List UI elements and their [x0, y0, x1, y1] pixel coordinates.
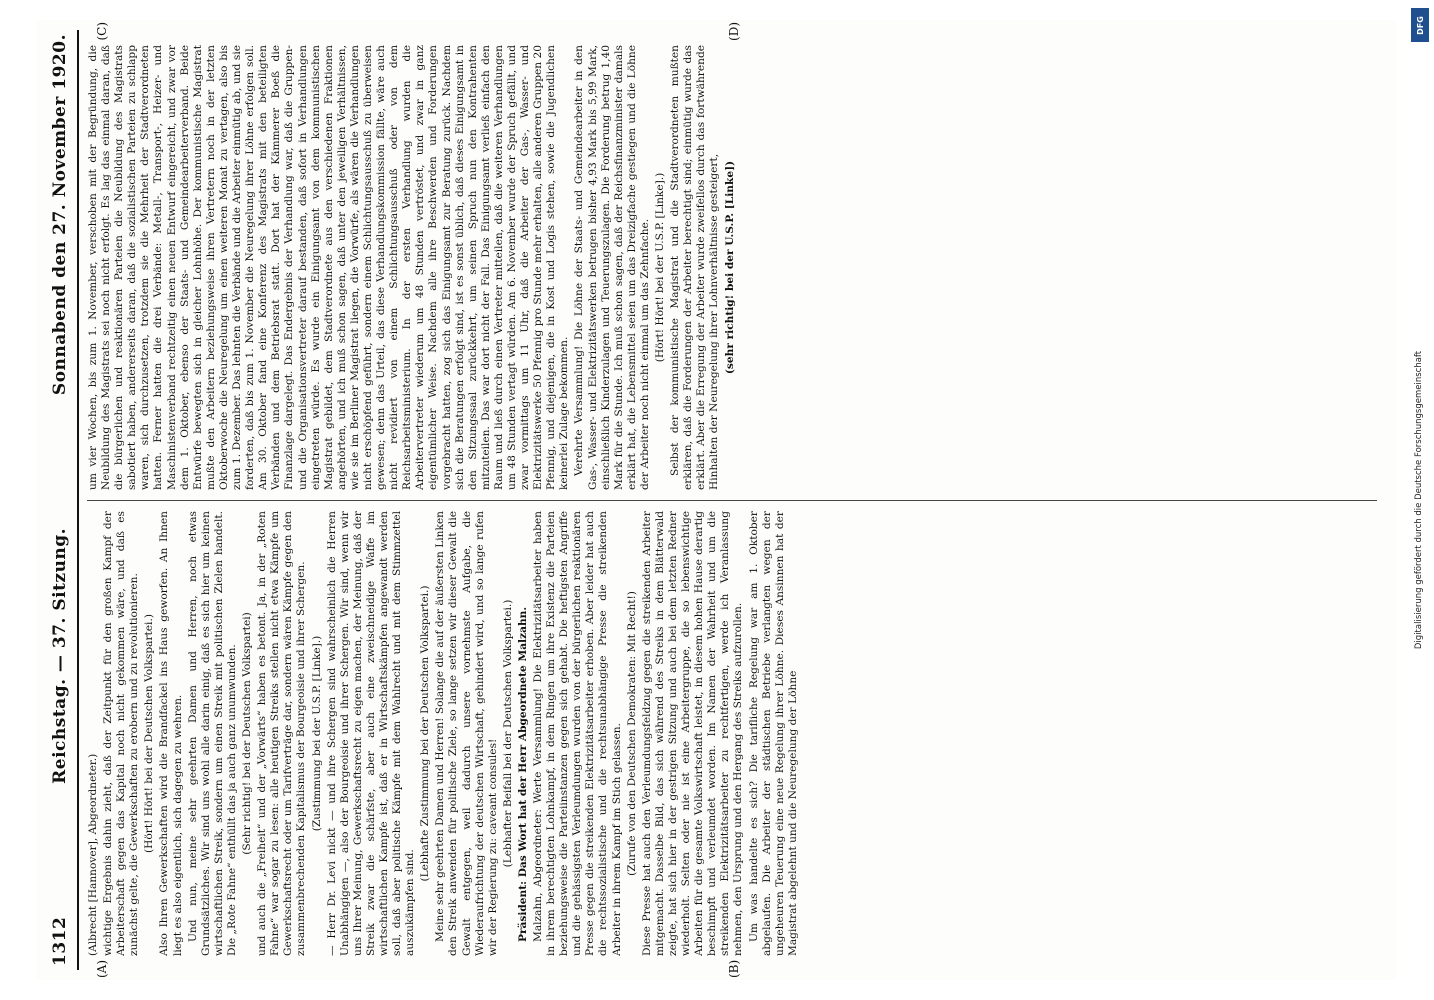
paragraph: und auch die „Freiheit“ und der „Vorwärts“ haben es betont. Ja, in der „Roten Fahne“ war sogar zu lesen: alle heutigen Streiks stellen nicht etwa Kämpfe um Gewerkschaftsrecht oder um Tarifverträge dar, sondern wären Kämpfe gegen den zusammenbrechenden Kapitalismus der Bourgeoisie und ihrer Schergen.: [256, 511, 308, 956]
digitization-note: Digitalisierung gefördert durch die Deutsche Forschungsgemeinschaft: [1414, 350, 1424, 650]
speaker-continuation: (Albrecht [Hannover], Abgeordneter.): [87, 753, 99, 956]
interjection: (Zustimmung bei der U.S.P. [Linke].): [310, 635, 323, 832]
scanned-page: [37, 20, 1397, 980]
margin-marker-b: (B): [727, 959, 741, 978]
interjection: (Sehr richtig! bei der Deutschen Volkspartei): [241, 612, 254, 855]
running-title: Reichstag. — 37. Sitzung.: [50, 527, 70, 784]
margin-marker-c: (C): [95, 22, 109, 41]
paragraph: Um was handelte es sich? Die tarifliche Regelung war am 1. Oktober abgelaufen. Die Arbeiter der städtischen Betriebe verlangten wegen der ungeheuren Teuerung eine neue Regelung ihrer Löhne. Dieses Ansinnen hat der Magistrat abgelehnt und die Neuregelung der Löhne: [747, 511, 799, 956]
paragraph: Diese Presse hat auch den Verleumdungsfeldzug gegen die streikenden Arbeiter mitgemacht. Dasselbe Bild, das sich während des Streiks in dem Blätterwald zeigte, hat sich hier in der gestrigen Sitzung und auch bei dem letzten Redner wiederholt. Selten oder nie ist eine Arbeitergruppe, die so lebenswichtige Arbeiten für die gesamte Volkswirtschaft leistet, in diesem hohen Hause derartig beschimpft und verleumdet worden. Im Namen der Wahrheit und um die streikenden Elektrizitätsarbeiter zu rechtfertigen, werde ich Veranlassung nehmen, den Ursprung und den Hergang des Streiks aufzurollen.: [640, 511, 745, 956]
margin-marker-d: (D): [727, 22, 741, 41]
interjection: (Zurufe von den Deutschen Demokraten: Mit Recht!): [625, 591, 638, 876]
right-column: [87, 45, 1377, 490]
paragraph: Verehrte Versammlung! Die Löhne der Staats- und Gemeindearbeiter in den Gas-, Wasser- und Elektrizitätswerken betrugen bisher 4,93 Mark bis 5,99 Mark, einschließlich Kinderzulagen und Teuerungszulagen. Die Forderung betrug 1,40 Mark für die Stunde. Ich muß schon sagen, daß der Reichsfinanzminister damals erklärt hat, die Lebensmittel seien um das Dreizigfache gestiegen und die Löhne der Arbeiter noch nicht einmal um das Zehnfache.: [573, 45, 651, 490]
paragraph: Und nun, meine sehr geehrten Damen und Herren, noch etwas Grundsätzliches. Wir sind uns wohl alle darin einig, daß es sich hier um keinen wirtschaftlichen Streik, sondern um einen Streik mit politischen Zielen handelt. Die „Rote Fahne“ enthüllt das ja auch ganz unumwunden.: [186, 511, 238, 956]
column-divider: [87, 500, 1377, 501]
interjection: (Lebhafter Beifall bei der Deutschen Volkspartei.): [501, 599, 514, 868]
paragraph: wichtige Ergebnis dahin zieht, daß der Zeitpunkt für den großen Kampf der Arbeiterschaft gegen das Kapital noch nicht gekommen wäre, und daß es zunächst gelte, die Gewerkschaften zu erobern und zu revolutionieren.: [102, 511, 141, 956]
page-header: [47, 34, 73, 966]
paragraph: um vier Wochen, bis zum 1. November, verschoben mit der Begründung, die Neubildung des Magistrats sei noch nicht erfolgt. Es lag das einmal daran, daß die bürgerlichen und reaktionären Parteien die Neubildung des Magistrats sabotiert haben, andererseits daran, daß die sozialistischen Parteien zu schlapp waren, sich durchzusetzen, trotzdem sie die Mehrheit der Stadtverordneten hatten. Ferner hatten die drei Verbände: Metall-, Transport-, Heizer- und Maschinistenverband rechtzeitig einen neuen Entwurf eingereicht, und zwar vor dem 1. Oktober, ebenso der Staats- und Gemeindearbeiterverband. Beide Entwürfe bewegten sich in gleicher Lohnhöhe. Der kommunistische Magistrat mußte den Arbeitern beziehungsweise ihren Vertretern noch in der letzten Oktoberwoche die Neuregelung um einen weiteren Monat zu vertagen, also bis zum 1. Dezember. Das lehnten die Verbände und die Arbeiter einmütig ab, und sie forderten, daß bis zum 1. November die Neuregelung ihrer Löhne erfolgen soll. Am 30. Oktober fand eine Konferenz des Magistrats mit den beteiligten Verbänden und dem Betriebsrat statt. Dort hat der Kämmerer Boeß die Finanzlage dargelegt. Das Endergebnis der Verhandlung war, daß die Gruppen- und die Organisationsvertreter darauf bestanden, daß sofort in Verhandlungen eingetreten würde. Es wurde ein Einigungsamt von dem kommunistischen Magistrat gebildet, dem Stadtverordnete aus den verschiedenen Fraktionen angehörten, und ich muß schon sagen, daß unter den jeweiligen Verhältnissen, wie sie im Berliner Magistrat liegen, die Vorwürfe, als wären die Verhandlungen nicht erschöpfend geführt, sondern einem Schlichtungsausschuß zu überweisen gewesen; denn das Urteil, das diese Verhandlungskommission fällte, wäre auch nicht revidiert von einem Schlichtungsausschuß oder von dem Reichsarbeitsministerium. In der ersten Verhandlung wurden die Arbeitervertreter wiederum um 48 Stunden vertröstet, und zwar in ganz eigentümlicher Weise. Nachdem alle ihre Beschwerden und Forderungen vorgebracht hatten, zog sich das Einigungsamt zur Beratung zurück. Nachdem sich die Beratungen erfolgt sind, ist es sonst üblich, daß dieses Einigungsamt in den Sitzungssaal zurückkehrt, um seinen Spruch nun den Kontrahenten mitzuteilen. Das war dort nicht der Fall. Das Einigungsamt verließ einfach den Raum und ließ durch einen Vertreter mitteilen, daß die weiteren Verhandlungen um 48 Stunden vertagt würden. Am 6. November wurde der Spruch gefällt, und zwar vormittags um 11 Uhr, daß die Arbeiter der Gas-, Wasser- und Elektrizitätswerke 50 Pfennig pro Stunde mehr erhalten, alle anderen Gruppen 20 Pfennig, und diejenigen, die in Kost und Logis stehen, sowie die Jugendlichen keinerlei Zulage bekommen.: [87, 45, 571, 490]
margin-marker-a: (A): [95, 959, 109, 978]
president-statement: Präsident: Das Wort hat der Herr Abgeordnete Malzahn.: [516, 606, 529, 942]
interjection: (Hört! Hört! bei der Deutschen Volkspartei.): [143, 614, 156, 853]
page-number: 1312: [50, 916, 70, 966]
paragraph: — Herr Dr. Levi nickt — und ihre Schergen sind wahrscheinlich die Herren Unabhängigen —, also der Bourgeoisie und ihrer Schergen. Wir sind, wenn wir uns Ihrer Meinung, Gewerkschaftsrecht zu eigen machen, der Meinung, daß der Streik zwar die schärfste, aber auch eine zweischneidige Waffe im wirtschaftlichen Kampfe ist, daß er in Wirtschaftskämpfen angewandt werden soll, daß aber politische Kämpfe mit dem Wahlrecht und mit dem Stimmzettel auszukämpfen sind.: [325, 511, 417, 956]
interjection: (Hört! Hört! bei der U.S.P. [Linke].): [654, 172, 667, 363]
speaker-paragraph: Malzahn, Abgeordneter: Werte Versammlung! Die Elektrizitätsarbeiter haben in ihrem berechtigten Lohnkampf, in dem Ringen um ihre Existenz die Parteien beziehungsweise die Parteiinstanzen gegen sich gehabt. Die heftigsten Angriffe und die gehässigsten Verleumdungen wurden von der bürgerlichen reaktionären Presse gegen die streikenden Elektrizitätsarbeiter erhoben. Aber leider hat auch die rechtssozialistische und die rechtsunabhängige Presse die streikenden Arbeiter in ihrem Kampf im Stich gelassen.: [532, 511, 623, 956]
session-date: Sonnabend den 27. November 1920.: [50, 34, 70, 396]
left-column: [87, 511, 1377, 956]
dfg-logo: DFG: [1411, 8, 1429, 42]
paragraph: Selbst der kommunistische Magistrat und die Stadtverordneten mußten erklären, daß die Forderungen der Arbeiter berechtigt sind; einmütig wurde das erklärt. Aber die Erregung der Arbeiter wurde zweifellos durch das fortwährende Hinhalten der Neuregelung ihrer Lohnverhältnisse gesteigert,: [669, 45, 721, 490]
paragraph: Also Ihren Gewerkschaften wird die Brandfackel ins Haus geworfen. An Ihnen liegt es also eigentlich, sich dagegen zu wehren.: [158, 511, 184, 956]
paragraph: Meine sehr geehrten Damen und Herren! Solange die auf der äußersten Linken den Streik anwenden für politische Ziele, so lange setzen wir dieser Gewalt die Gewalt entgegen, weil dadurch unsere vornehmste Aufgabe, die Wiederaufrichtung der deutschen Wirtschaft, gehindert wird, und so lange rufen wir der Regierung zu: caveant consules!: [434, 511, 499, 956]
interjection: (Lebhafte Zustimmung bei der Deutschen Volkspartei.): [419, 585, 432, 882]
header-rule: [77, 30, 79, 970]
interjection: (sehr richtig! bei der U.S.P. [Linke]): [723, 160, 736, 375]
